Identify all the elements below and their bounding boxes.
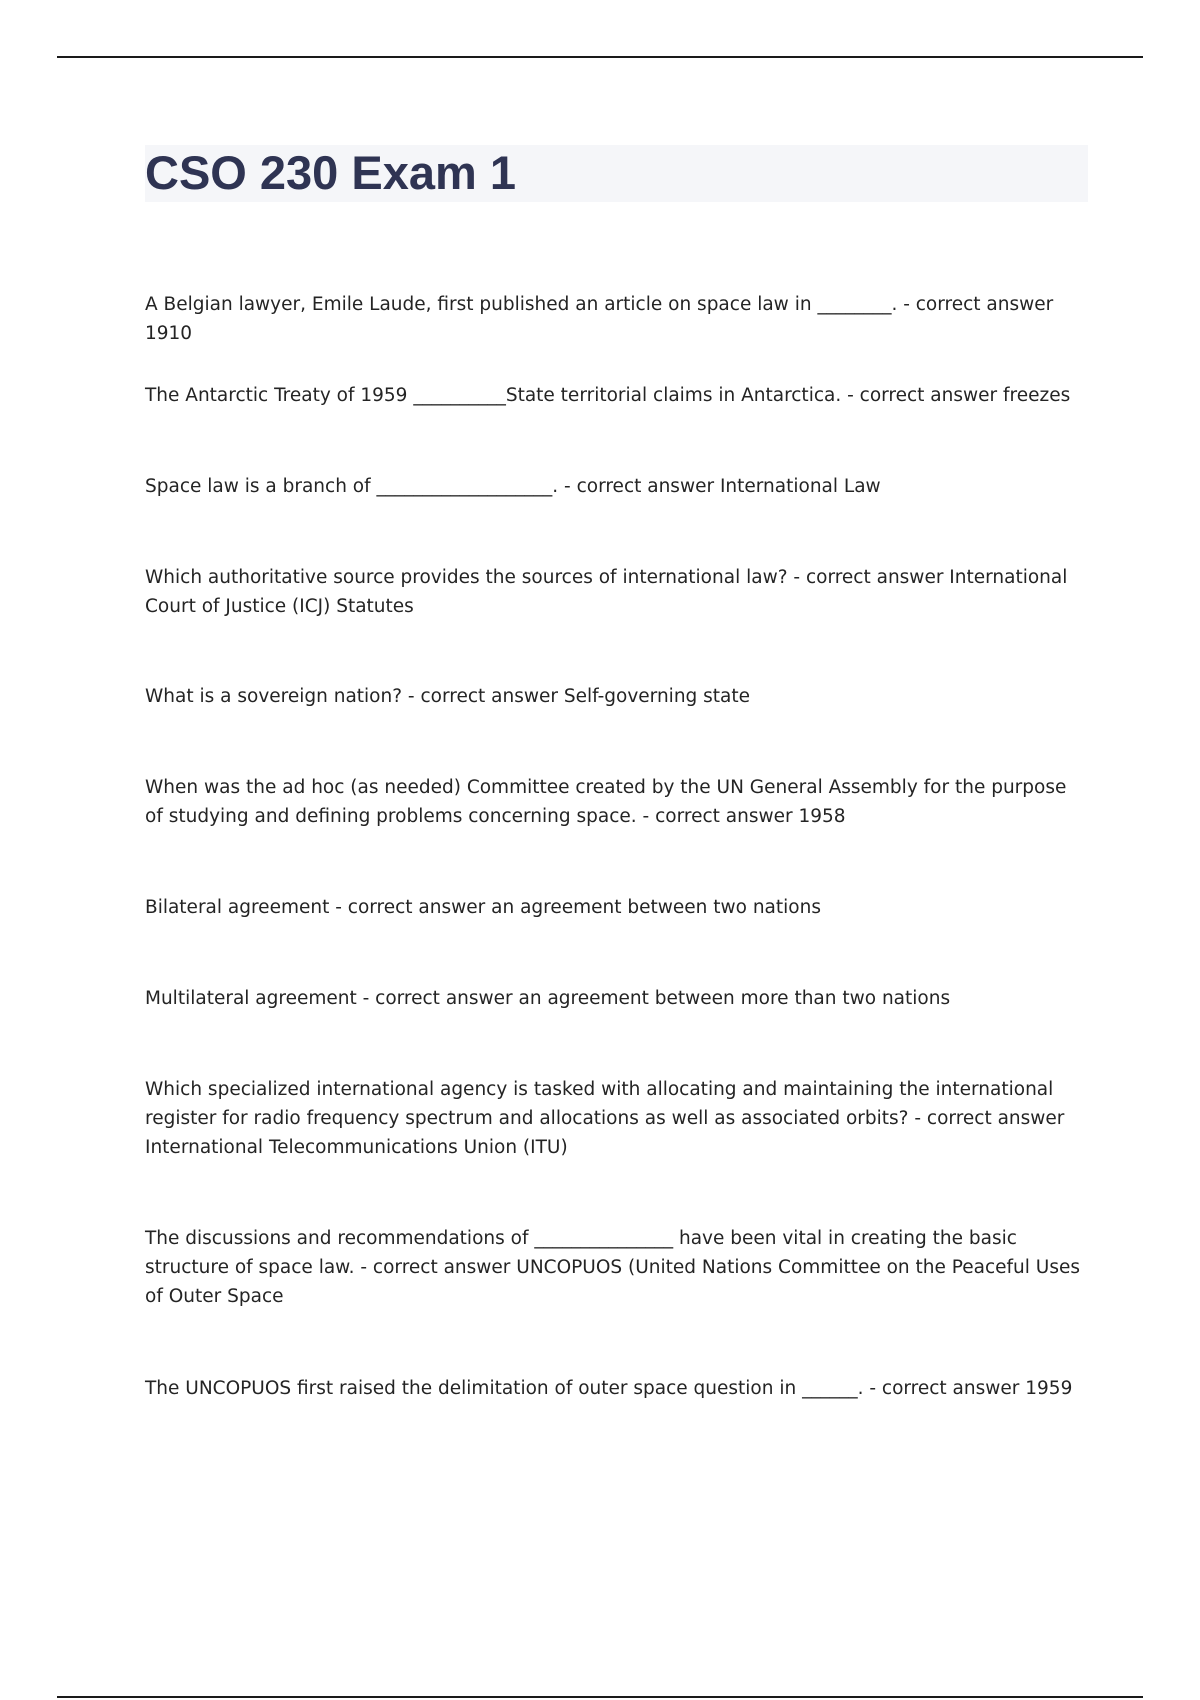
qa-item-2: The Antarctic Treaty of 1959 __________State territorial claims in Antarctica. - correct answer freezes — [145, 385, 1071, 406]
qa-item-9: Which specialized international agency is tasked with allocating and maintaining the international register for radio frequency spectrum and allocations as well as associated orbits? - correct answer International Telecommunications Union (ITU) — [145, 1079, 1065, 1158]
top-rule — [57, 56, 1143, 58]
qa-item-7: Bilateral agreement - correct answer an agreement between two nations — [145, 897, 821, 918]
qa-item-1: A Belgian lawyer, Emile Laude, first published an article on space law in ________. - correct answer 1910 — [145, 294, 1054, 344]
qa-item-3: Space law is a branch of ___________________. - correct answer International Law — [145, 476, 881, 497]
qa-item-8: Multilateral agreement - correct answer an agreement between more than two nations — [145, 988, 951, 1009]
qa-item-5: What is a sovereign nation? - correct answer Self-governing state — [145, 686, 751, 707]
page-title: CSO 230 Exam 1 — [145, 146, 516, 199]
qa-item-10: The discussions and recommendations of _______________ have been vital in creating the basic structure of space law. - correct answer UNCOPUOS (United Nations Committee on the Peaceful Uses of Outer Space — [145, 1228, 1080, 1307]
qa-item-4: Which authoritative source provides the sources of international law? - correct answer International Court of Justice (ICJ) Statutes — [145, 567, 1068, 617]
qa-item-11: The UNCOPUOS first raised the delimitation of outer space question in ______. - correct answer 1959 — [145, 1378, 1073, 1399]
bottom-rule — [57, 1696, 1143, 1698]
qa-item-6: When was the ad hoc (as needed) Committee created by the UN General Assembly for the purpose of studying and defining problems concerning space. - correct answer 1958 — [145, 777, 1067, 827]
